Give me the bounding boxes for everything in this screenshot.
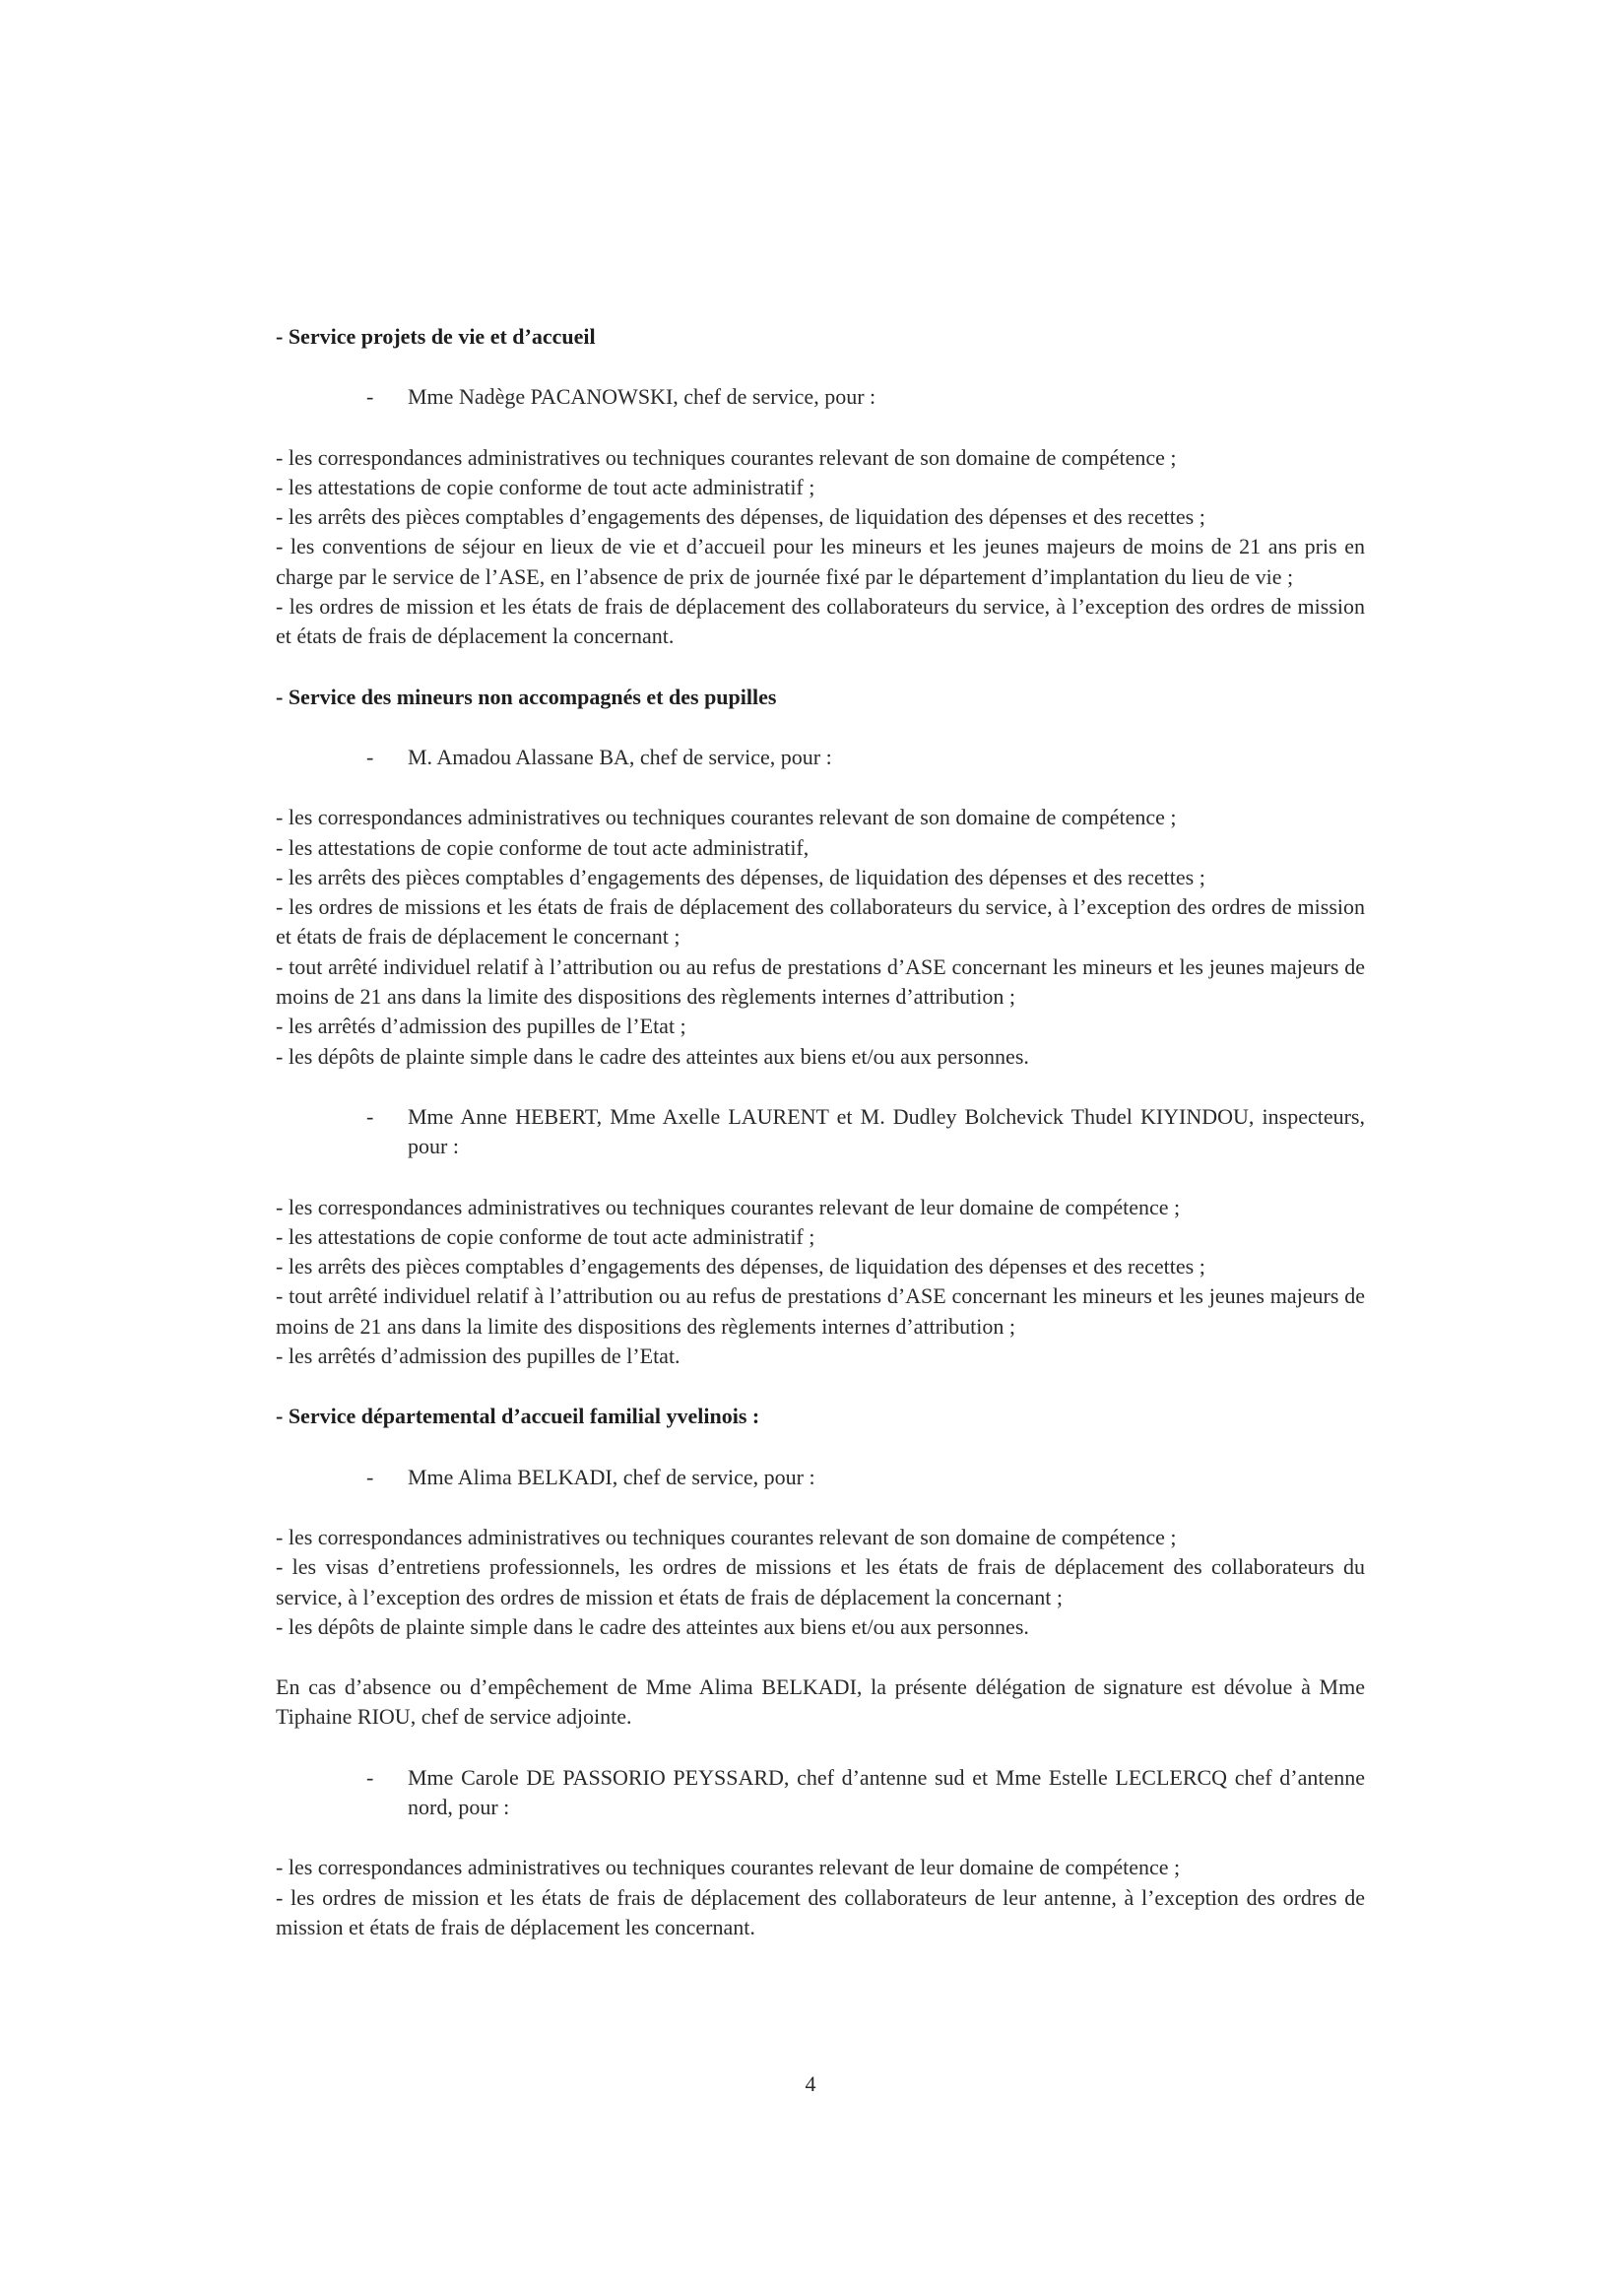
delegate-entry bbox=[276, 1463, 1365, 1492]
list-item: - les arrêtés d’admission des pupilles de l’Etat. bbox=[276, 1344, 681, 1369]
list-item: - les ordres de mission et les états de frais de déplacement des collaborateurs de leur antenne, à l’exception des ordres de mission et états de frais de déplacement les concernant. bbox=[276, 1884, 1365, 1939]
document-body bbox=[276, 322, 1365, 1942]
list-item: - les correspondances administratives ou techniques courantes relevant de son domaine de compétence ; bbox=[276, 1524, 1177, 1549]
delegate-intro: Mme Alima BELKADI, chef de service, pour : bbox=[408, 1464, 815, 1489]
section-projets-de-vie bbox=[276, 322, 1365, 652]
delegation-list bbox=[276, 443, 1365, 652]
list-item: - les ordres de mission et les états de frais de déplacement des collaborateurs du service, à l’exception des ordres de mission et états de frais de déplacement la concernant. bbox=[276, 594, 1365, 649]
section-title: - Service départemental d’accueil familial yvelinois : bbox=[276, 1404, 760, 1429]
list-item: - tout arrêté individuel relatif à l’attribution ou au refus de prestations d’ASE concernant les mineurs et les jeunes majeurs de moins de 21 ans dans la limite des dispositions des règlements internes d’attribution ; bbox=[276, 1283, 1365, 1339]
delegation-list bbox=[276, 803, 1365, 1072]
list-item: - les ordres de missions et les états de frais de déplacement des collaborateurs du service, à l’exception des ordres de mission et états de frais de déplacement le concernant ; bbox=[276, 894, 1365, 950]
list-item: - les attestations de copie conforme de tout acte administratif, bbox=[276, 834, 810, 860]
absence-clause: En cas d’absence ou d’empêchement de Mme Alima BELKADI, la présente délégation de signature est dévolue à Mme Tiphaine RIOU, chef de service adjointe. bbox=[276, 1674, 1365, 1730]
delegation-list bbox=[276, 1193, 1365, 1372]
delegate-entry bbox=[276, 382, 1365, 412]
delegate-entry bbox=[276, 1763, 1365, 1823]
delegation-list bbox=[276, 1853, 1365, 1942]
section-mineurs-non-accompagnes bbox=[276, 683, 1365, 1372]
list-item: - les conventions de séjour en lieux de vie et d’accueil pour les mineurs et les jeunes majeurs de moins de 21 ans pris en charge par le service de l’ASE, en l’absence de prix de journée fixé par le département d’implantation du lieu de vie ; bbox=[276, 534, 1365, 589]
list-item: - les correspondances administratives ou techniques courantes relevant de son domaine de compétence ; bbox=[276, 444, 1177, 470]
delegate-entry bbox=[276, 743, 1365, 772]
list-item: - les visas d’entretiens professionnels, les ordres de missions et les états de frais de déplacement des collaborateurs du service, à l’exception des ordres de mission et états de frais de déplacement la concernant ; bbox=[276, 1554, 1365, 1609]
list-item: - les dépôts de plainte simple dans le cadre des atteintes aux biens et/ou aux personnes. bbox=[276, 1043, 1029, 1069]
list-item: - les attestations de copie conforme de tout acte administratif ; bbox=[276, 1223, 815, 1249]
section-title: - Service des mineurs non accompagnés et des pupilles bbox=[276, 684, 777, 709]
list-item: - les arrêts des pièces comptables d’engagements des dépenses, de liquidation des dépenses et des recettes ; bbox=[276, 504, 1205, 530]
list-item: - les correspondances administratives ou techniques courantes relevant de leur domaine de compétence ; bbox=[276, 1855, 1181, 1880]
dash-marker: - bbox=[366, 1464, 374, 1489]
list-item: - les arrêtés d’admission des pupilles de l’Etat ; bbox=[276, 1014, 686, 1039]
list-item: - les dépôts de plainte simple dans le cadre des atteintes aux biens et/ou aux personnes. bbox=[276, 1613, 1029, 1639]
section-title: - Service projets de vie et d’accueil bbox=[276, 324, 596, 349]
list-item: - les arrêts des pièces comptables d’engagements des dépenses, de liquidation des dépenses et des recettes ; bbox=[276, 1254, 1205, 1279]
delegate-entry bbox=[276, 1102, 1365, 1162]
list-item: - les correspondances administratives ou techniques courantes relevant de leur domaine de compétence ; bbox=[276, 1194, 1181, 1219]
page-number: 4 bbox=[805, 2071, 816, 2096]
delegation-list bbox=[276, 1523, 1365, 1642]
dash-marker: - bbox=[366, 384, 374, 410]
dash-marker: - bbox=[366, 744, 374, 769]
list-item: - tout arrêté individuel relatif à l’attribution ou au refus de prestations d’ASE concernant les mineurs et les jeunes majeurs de moins de 21 ans dans la limite des dispositions des règlements internes d’attribution ; bbox=[276, 953, 1365, 1010]
dash-marker: - bbox=[366, 1764, 374, 1790]
list-item: - les attestations de copie conforme de tout acte administratif ; bbox=[276, 474, 815, 499]
dash-marker: - bbox=[366, 1103, 374, 1129]
section-accueil-familial bbox=[276, 1402, 1365, 1942]
list-item: - les arrêts des pièces comptables d’engagements des dépenses, de liquidation des dépenses et des recettes ; bbox=[276, 864, 1205, 889]
delegate-intro: Mme Carole DE PASSORIO PEYSSARD, chef d’antenne sud et Mme Estelle LECLERCQ chef d’antenne nord, pour : bbox=[408, 1764, 1365, 1819]
list-item: - les correspondances administratives ou techniques courantes relevant de son domaine de compétence ; bbox=[276, 805, 1177, 830]
delegate-intro: Mme Nadège PACANOWSKI, chef de service, pour : bbox=[408, 384, 876, 410]
delegate-intro: Mme Anne HEBERT, Mme Axelle LAURENT et M. Dudley Bolchevick Thudel KIYINDOU, inspecteurs, pour : bbox=[408, 1103, 1365, 1159]
delegate-intro: M. Amadou Alassane BA, chef de service, pour : bbox=[408, 744, 832, 769]
